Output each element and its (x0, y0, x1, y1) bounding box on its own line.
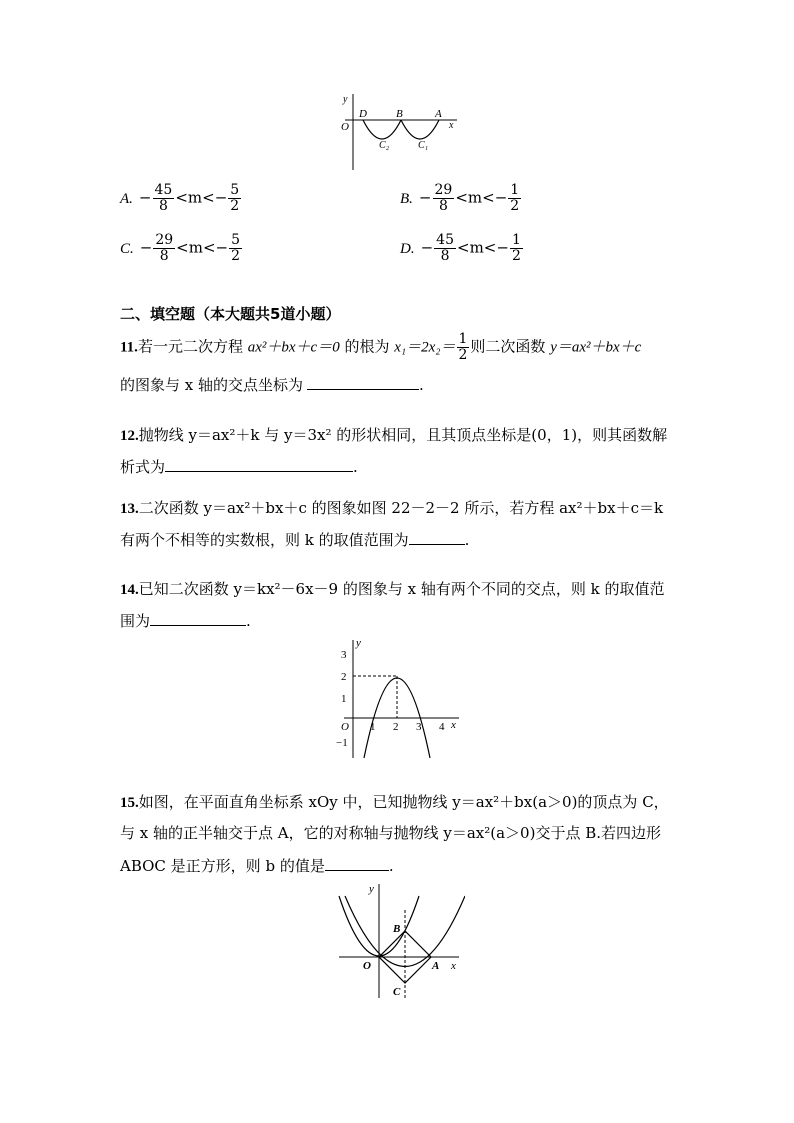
q15-line2: 与 x 轴的正半轴交于点 A，它的对称轴与抛物线 y＝ax²(a＞0)交于点 B.若四边形 (120, 824, 662, 842)
q13-answer-blank[interactable] (409, 528, 465, 545)
fig3-b-label: B (393, 923, 401, 935)
q15-line1: 15.如图，在平面直角坐标系 xOy 中，已知抛物线 y＝ax²＋bx(a＞0)的顶点为 C， (120, 793, 669, 811)
q12-answer-blank[interactable] (165, 455, 353, 472)
fig1-d-label: D (359, 108, 367, 120)
fig2-xtick-1: 1 (370, 721, 376, 733)
q14-line2: 围为 . (120, 609, 251, 631)
figure-two-parabolas (335, 90, 465, 172)
fig2-o-label: O (341, 721, 349, 733)
fig2-tick-3: 3 (341, 649, 347, 661)
option-d: D. − $\frac{45}{8}$ <m<− $\frac{1}{2}$ (400, 232, 521, 264)
q13-line2: 有两个不相等的实数根，则 k 的取值范围为 . (120, 528, 469, 550)
q12-line2: 析式为 . (120, 455, 358, 477)
fig1-c2-label: C₂ (379, 140, 390, 151)
fig1-y-label: y (343, 94, 348, 105)
fig2-tick-m1: −1 (336, 737, 348, 749)
option-a: A. − $\frac{45}{8}$ <m<− $\frac{5}{2}$ (120, 182, 240, 214)
option-c: C. − $\frac{29}{8}$ <m<− $\frac{5}{2}$ (120, 232, 241, 264)
q11-line1: 11.若一元二次方程 ax²＋bx＋c＝0 的根为 x₁＝2x₂＝ $\frac{1}{2}$ 则二次函数 y＝ax²＋bx＋c (120, 331, 642, 363)
fig1-x-label: x (449, 120, 454, 131)
q12-line1: 12.抛物线 y＝ax²＋k 与 y＝3x² 的形状相同，且其顶点坐标是(0，1)，则其函数解 (120, 426, 668, 444)
fig3-y-label: y (369, 883, 374, 895)
option-b: B. − $\frac{29}{8}$ <m<− $\frac{1}{2}$ (400, 182, 520, 214)
fig3-o-label: O (363, 960, 371, 972)
q15-answer-blank[interactable] (325, 854, 389, 871)
fig2-xtick-3: 3 (416, 721, 422, 733)
fig3-x-label: x (451, 960, 456, 972)
q11-answer-blank[interactable] (307, 373, 419, 390)
figure-square-abOC (333, 880, 465, 1002)
fig2-y-label: y (356, 637, 361, 649)
fig2-xtick-2: 2 (393, 721, 399, 733)
q15-line3: ABOC 是正方形，则 b 的值是 . (120, 854, 394, 876)
fig1-b-label: B (396, 108, 403, 120)
fig1-c1-label: C₁ (418, 140, 429, 151)
fig1-a-label: A (435, 108, 442, 120)
q14-answer-blank[interactable] (150, 609, 246, 626)
figure-parabola-vertex (334, 636, 464, 760)
fig2-tick-1: 1 (341, 693, 347, 705)
fig1-o-label: O (341, 121, 349, 133)
fig3-c-label: C (393, 986, 401, 998)
fig2-tick-2: 2 (341, 671, 347, 683)
fig2-x-label: x (451, 719, 456, 731)
q13-line1: 13.二次函数 y＝ax²＋bx＋c 的图象如图 22－2－2 所示，若方程 ax²＋bx＋c＝k (120, 499, 664, 517)
fig3-a-label: A (432, 960, 440, 972)
q14-line1: 14.已知二次函数 y＝kx²－6x－9 的图象与 x 轴有两个不同的交点，则 k 的取值范 (120, 580, 665, 598)
q11-line2: 的图象与 x 轴的交点坐标为 . (120, 373, 424, 395)
fig2-xtick-4: 4 (439, 721, 445, 733)
section-title: 二、填空题（本大题共5道小题） (120, 305, 341, 323)
